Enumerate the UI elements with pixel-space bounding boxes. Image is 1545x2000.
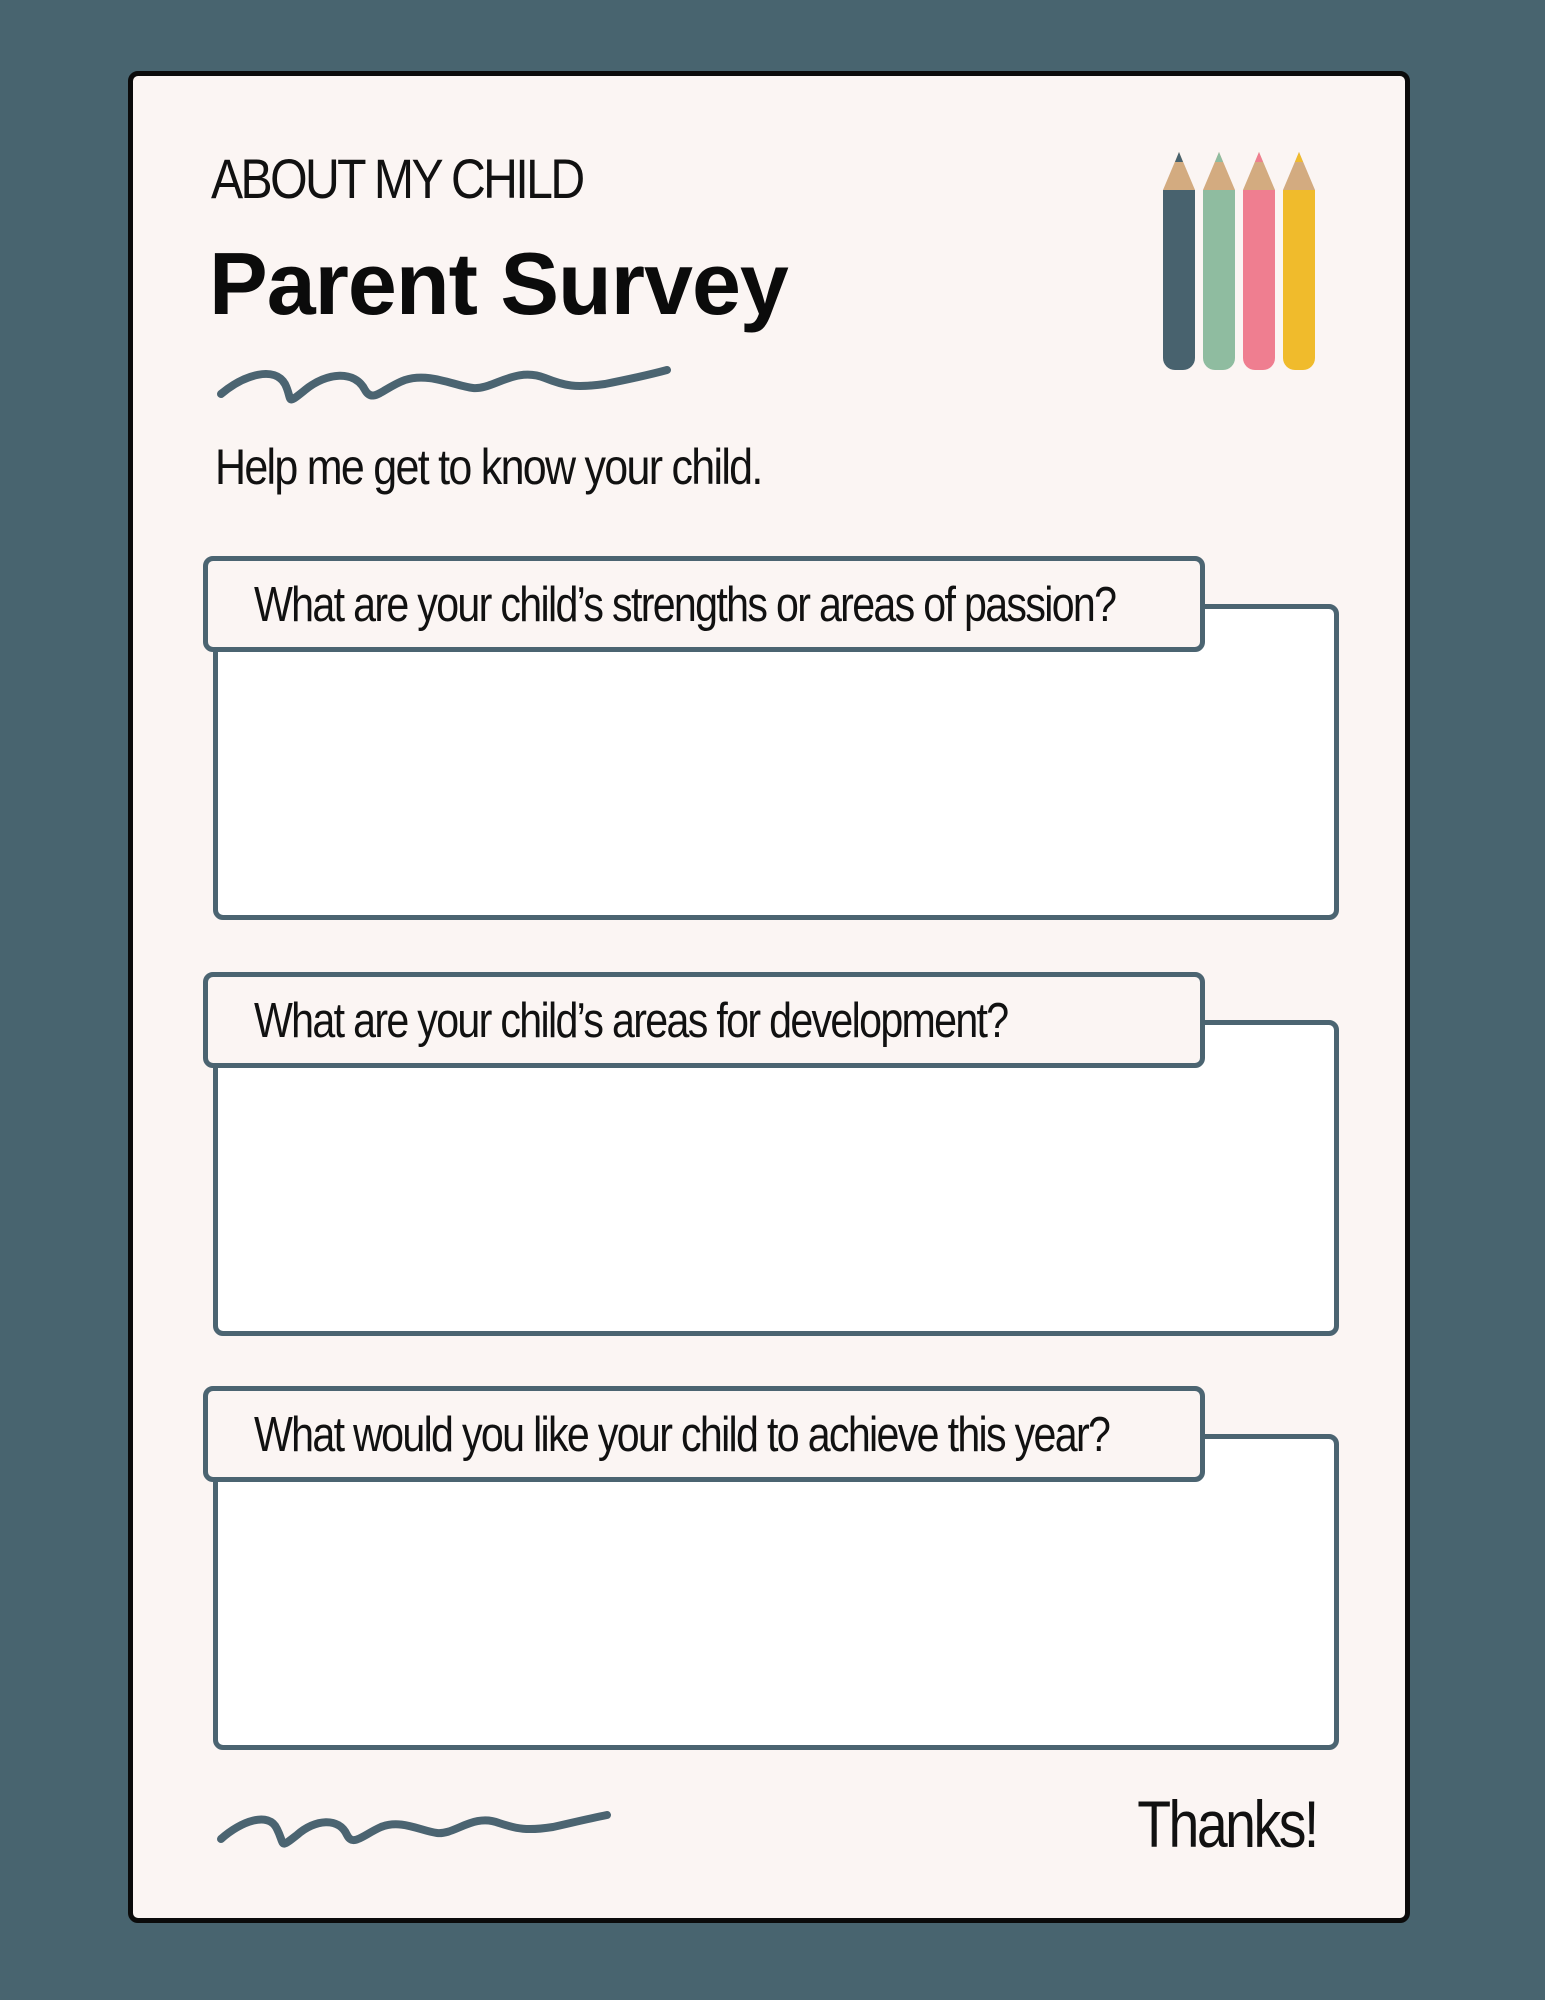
survey-sheet — [128, 71, 1410, 1923]
pencil-yellow — [1283, 152, 1315, 370]
intro-text: Help me get to know your child. — [215, 439, 762, 495]
question-text: What are your child’s areas for development? — [254, 994, 1008, 1048]
thanks-text: Thanks! — [1137, 1787, 1317, 1861]
kicker-heading: ABOUT MY CHILD — [211, 147, 583, 210]
question-label-box — [203, 556, 1205, 652]
pencil-slate — [1163, 152, 1195, 370]
pencil-pink — [1243, 152, 1275, 370]
question-text: What are your child’s strengths or areas of passion? — [254, 578, 1116, 632]
pencil-green — [1203, 152, 1235, 370]
pencils-icon — [1161, 142, 1331, 382]
page-title: Parent Survey — [209, 234, 788, 333]
squiggle-decoration-top — [215, 356, 675, 416]
question-label-box — [203, 972, 1205, 1068]
question-label-box — [203, 1386, 1205, 1482]
question-text: What would you like your child to achieve this year? — [254, 1408, 1110, 1462]
squiggle-decoration-bottom — [215, 1799, 615, 1859]
